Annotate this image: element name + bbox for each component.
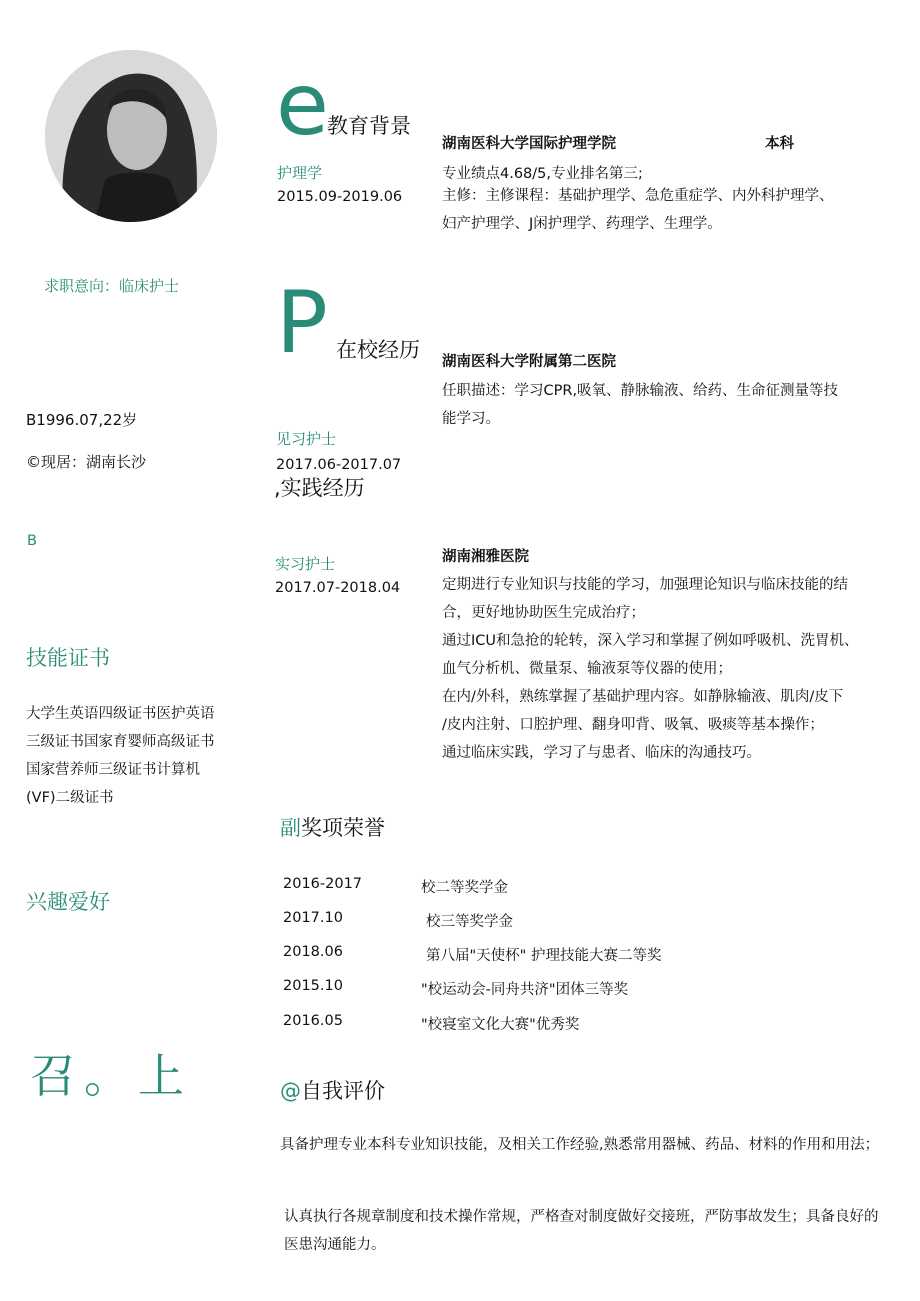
- award-date: 2016-2017: [283, 876, 363, 892]
- campus-period: 2017.06-2017.07: [276, 457, 402, 473]
- education-school: 湖南医科大学国际护理学院: [442, 136, 616, 152]
- campus-role: 见习护士: [276, 430, 337, 448]
- job-intent: 求职意向：临床护士: [44, 277, 180, 295]
- education-letter-icon: e: [276, 55, 329, 155]
- practice-line: 在内/外科，熟练掌握了基础护理内容。如静脉输液、肌肉/皮下: [442, 689, 844, 705]
- education-line: 主修：主修课程：基础护理学、急危重症学、内外科护理学、: [442, 188, 834, 204]
- campus-letter-icon: P: [276, 273, 328, 373]
- self-eval-paragraph: 具备护理专业本科专业知识技能，及相关工作经验,熟悉常用器械、药品、材料的作用和用法；: [280, 1137, 880, 1153]
- profile-photo: [45, 50, 217, 222]
- education-period: 2015.09-2019.06: [277, 189, 403, 205]
- education-degree: 本科: [765, 136, 794, 152]
- practice-role: 实习护士: [275, 555, 336, 573]
- self-eval-at-icon: @: [280, 1079, 301, 1103]
- award-name: "校运动会-同舟共济"团体三等奖: [421, 982, 629, 998]
- education-line: 妇产护理学、J闲护理学、药理学、生理学。: [442, 216, 722, 232]
- skills-title: 技能证书: [26, 646, 110, 670]
- practice-line: 合，更好地协助医生完成治疗；: [442, 605, 645, 621]
- awards-heading: [280, 812, 385, 842]
- hobbies-title: 兴趣爱好: [26, 890, 110, 914]
- awards-prefix-icon: 副: [280, 816, 301, 840]
- award-date: 2016.05: [283, 1013, 343, 1029]
- award-date: 2015.10: [283, 978, 343, 994]
- practice-org: 湖南湘雅医院: [442, 549, 529, 565]
- self-eval-title: 自我评价: [301, 1079, 385, 1103]
- education-line: 专业绩点4.68/5,专业排名第三;: [442, 166, 643, 182]
- avatar-illustration: [45, 50, 217, 222]
- self-eval-paragraph: 认真执行各规章制度和技术操作常规，严格查对制度做好交接班，严防事故发生；具备良好的医患沟通能力。: [284, 1209, 879, 1253]
- birth-info: B1996.07,22岁: [26, 411, 138, 429]
- campus-org: 湖南医科大学附属第二医院: [442, 354, 616, 370]
- award-date: 2018.06: [283, 944, 343, 960]
- campus-title: 在校经历: [336, 338, 420, 362]
- practice-title: ,实践经历: [274, 476, 365, 500]
- stray-glyph: B: [27, 533, 37, 549]
- hobby-icons: 召。上: [30, 1049, 192, 1103]
- award-name: 第八届"天使杯" 护理技能大赛二等奖: [426, 948, 662, 964]
- award-name: 校三等奖学金: [426, 914, 513, 930]
- campus-line: 任职描述：学习CPR,吸氧、静脉输液、给药、生命征测量等技: [442, 383, 839, 399]
- practice-period: 2017.07-2018.04: [275, 580, 401, 596]
- self-eval-heading: [280, 1075, 385, 1105]
- award-name: 校二等奖学金: [421, 880, 508, 896]
- residence-info: ©现居：湖南长沙: [26, 453, 147, 471]
- awards-title: 奖项荣誉: [301, 816, 385, 840]
- award-name: "校寝室文化大赛"优秀奖: [421, 1017, 580, 1033]
- practice-line: 定期进行专业知识与技能的学习，加强理论知识与临床技能的结: [442, 577, 848, 593]
- award-date: 2017.10: [283, 910, 343, 926]
- skills-text: 大学生英语四级证书医护英语三级证书国家育婴师高级证书国家营养师三级证书计算机(VF)二级证书: [26, 706, 215, 806]
- practice-line: /皮内注射、口腔护理、翻身叩背、吸氧、吸痰等基本操作；: [442, 717, 824, 733]
- education-major: 护理学: [277, 164, 323, 182]
- practice-line: 通过ICU和急抢的轮转，深入学习和掌握了例如呼吸机、洗胃机、: [442, 633, 859, 649]
- campus-line: 能学习。: [442, 411, 500, 427]
- education-title: 教育背景: [327, 114, 411, 138]
- practice-line: 血气分析机、微量泵、输液泵等仪器的使用；: [442, 661, 732, 677]
- practice-line: 通过临床实践，学习了与患者、临床的沟通技巧。: [442, 745, 761, 761]
